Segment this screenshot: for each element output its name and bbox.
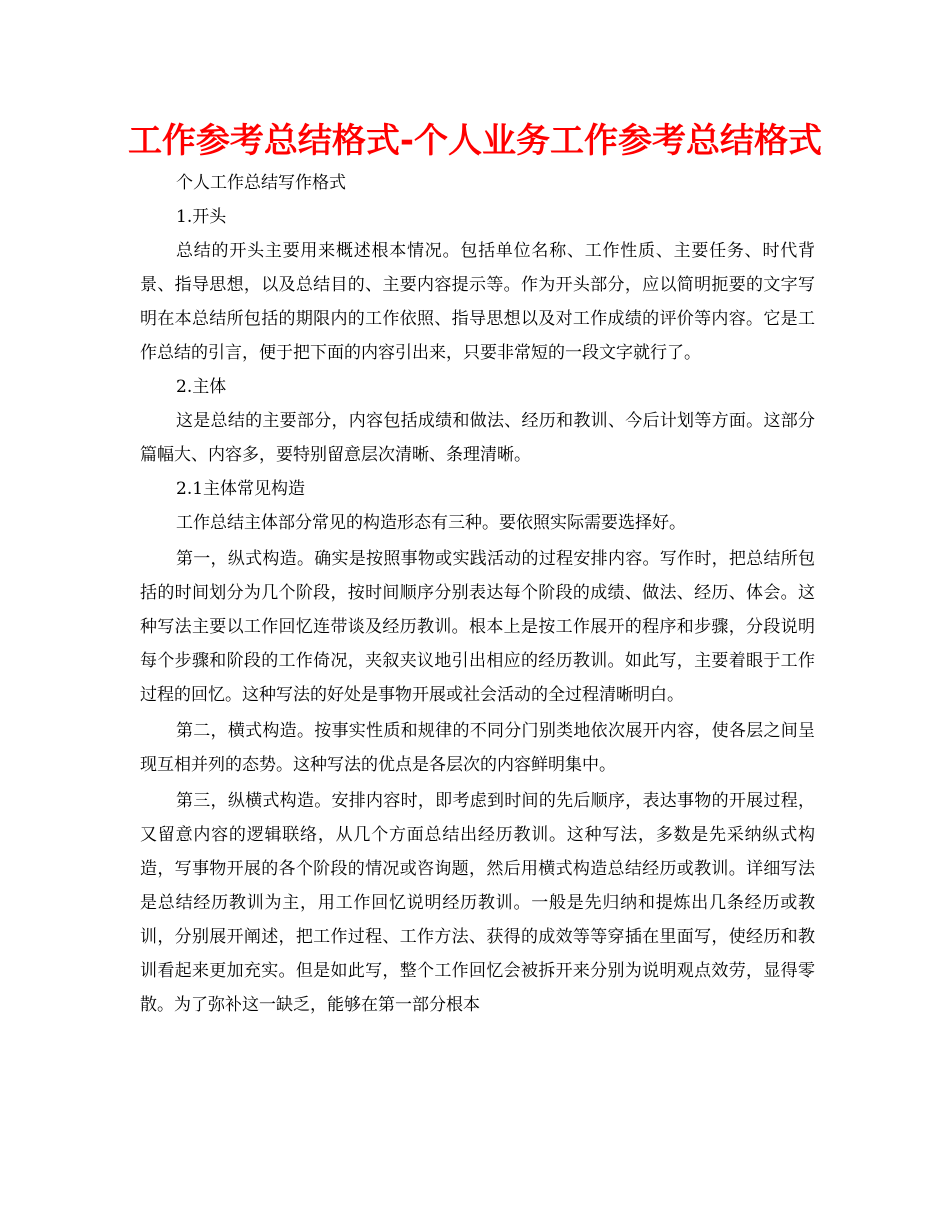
document-title: 工作参考总结格式-个人业务工作参考总结格式 (127, 121, 823, 161)
paragraph: 第三，纵横式构造。安排内容时，即考虑到时间的先后顺序，表达事物的开展过程，又留意内容的逻辑联络，从几个方面总结出经历教训。这种写法，多数是先采纳纵式构造，写事物开展的各个阶段的情况或咨询题，然后用横式构造总结经历或教训。详细写法是总结经历教训为主，用工作回忆说明经历教训。一般是先归纳和提炼出几条经历或教训，分别展开阐述，把工作过程、工作方法、获得的成效等等穿插在里面写，使经历和教训看起来更加充实。但是如此写，整个工作回忆会被拆开来分别为说明观点效劳，显得零散。为了弥补这一缺乏，能够在第一部分根本 (140, 791, 815, 1015)
paragraph: 工作总结主体部分常见的构造形态有三种。要依照实际需要选择好。 (176, 513, 686, 533)
section-heading: 2.1主体常见构造 (176, 479, 306, 499)
paragraph: 第二，横式构造。按事实性质和规律的不同分门别类地依次展开内容，使各层之间呈现互相并列的态势。这种写法的优点是各层次的内容鲜明集中。 (140, 721, 815, 775)
document-body (140, 166, 815, 1022)
paragraph: 第一，纵式构造。确实是按照事物或实践活动的过程安排内容。写作时，把总结所包括的时间划分为几个阶段，按时间顺序分别表达每个阶段的成绩、做法、经历、体会。这种写法主要以工作回忆连带谈及经历教训。根本上是按工作展开的程序和步骤，分段说明每个步骤和阶段的工作倚况，夹叙夹议地引出相应的经历教训。如此写，主要着眼于工作过程的回忆。这种写法的好处是事物开展或社会活动的全过程清晰明白。 (140, 549, 815, 705)
paragraph: 总结的开头主要用来概述根本情况。包括单位名称、工作性质、主要任务、时代背景、指导思想，以及总结目的、主要内容提示等。作为开头部分，应以简明扼要的文字写明在本总结所包括的期限内的工作依照、指导思想以及对工作成绩的评价等内容。它是工作总结的引言，便于把下面的内容引出来，只要非常短的一段文字就行了。 (140, 241, 815, 363)
section-heading: 1.开头 (176, 207, 227, 227)
paragraph: 个人工作总结写作格式 (176, 173, 346, 193)
section-heading: 2.主体 (176, 377, 227, 397)
paragraph: 这是总结的主要部分，内容包括成绩和做法、经历和教训、今后计划等方面。这部分篇幅大、内容多，要特别留意层次清晰、条理清晰。 (140, 411, 815, 465)
